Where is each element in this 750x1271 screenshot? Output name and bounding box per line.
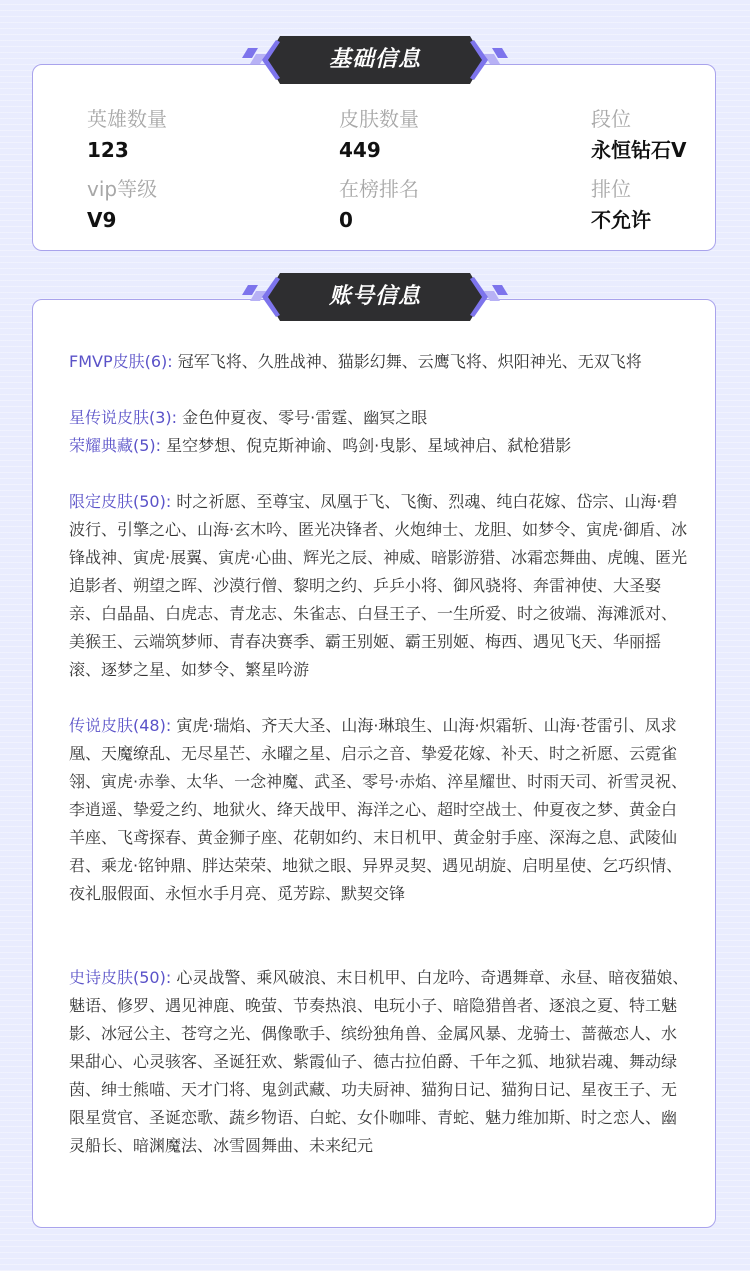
skin-group-list: 金色仲夏夜、零号·雷霆、幽冥之眼 bbox=[182, 408, 428, 427]
skin-group-glory-collection bbox=[69, 432, 689, 460]
section-banner-account bbox=[0, 273, 750, 325]
skin-group-label: 传说皮肤(48): bbox=[69, 716, 172, 735]
stat-label: 英雄数量 bbox=[87, 107, 167, 131]
stat-value: 不允许 bbox=[591, 208, 651, 232]
section-title: 账号信息 bbox=[328, 284, 421, 309]
skin-group-list: 心灵战警、乘风破浪、末日机甲、白龙吟、奇遇舞章、永昼、暗夜猫娘、魅语、修罗、遇见神鹿、晚萤、节奏热浪、电玩小子、暗隐猎兽者、逐浪之夏、特工魅影、冰冠公主、苍穹之光、偶像歌手、缤纷独角兽、金属风暴、龙骑士、蔷薇恋人、水果甜心、心灵骇客、圣诞狂欢、紫霞仙子、德古拉伯爵、千年之狐、地狱岩魂、舞动绿茵、绅士熊喵、天才门将、鬼剑武藏、功夫厨神、猫狗日记、猫狗日记、星夜王子、无限星赏官、圣诞恋歌、蔬乡物语、白蛇、女仆咖啡、青蛇、魅力维加斯、时之恋人、幽灵船长、暗渊魔法、冰雪圆舞曲、未来纪元 bbox=[69, 968, 689, 1155]
skin-group-epic bbox=[69, 964, 689, 1160]
stat-label: 皮肤数量 bbox=[339, 107, 419, 131]
section-banner-basic bbox=[0, 36, 750, 88]
stat-label: 在榜排名 bbox=[339, 177, 419, 201]
stat-label: 排位 bbox=[591, 177, 631, 201]
skin-group-legend bbox=[69, 712, 689, 908]
stat-value: 449 bbox=[339, 138, 381, 162]
skin-group-list: 寅虎·瑞焰、齐天大圣、山海·琳琅生、山海·炽霜斩、山海·苍雷引、凤求凰、天魔缭乱、无尽星芒、永曜之星、启示之音、挚爱花嫁、补天、时之祈愿、云霓雀翎、寅虎·赤拳、太华、一念神魔、武圣、零号·赤焰、淬星耀世、时雨天司、祈雪灵祝、李逍遥、挚爱之约、地狱火、绛天战甲、海洋之心、超时空战士、仲夏夜之梦、黄金白羊座、飞鸢探春、黄金狮子座、花朝如约、末日机甲、黄金射手座、深海之息、武陵仙君、乘龙·铭钟鼎、胖达荣荣、地狱之眼、异界灵契、遇见胡旋、启明星使、乞巧织情、夜礼服假面、永恒水手月亮、觅芳踪、默契交锋 bbox=[69, 716, 688, 903]
section-title: 基础信息 bbox=[328, 47, 421, 72]
basic-info-card bbox=[32, 64, 716, 251]
stat-skin-count bbox=[339, 105, 419, 164]
stat-label: vip等级 bbox=[87, 177, 158, 201]
stat-ranked-allowed bbox=[591, 175, 651, 234]
skin-group-label: FMVP皮肤(6): bbox=[69, 352, 173, 371]
stat-value: 123 bbox=[87, 138, 129, 162]
account-info-card bbox=[32, 299, 716, 1228]
stat-vip-level bbox=[87, 175, 157, 234]
stat-rank-tier bbox=[591, 105, 686, 164]
skin-group-label: 限定皮肤(50): bbox=[69, 492, 172, 511]
skin-group-list: 冠军飞将、久胜战神、猫影幻舞、云鹰飞将、炽阳神光、无双飞将 bbox=[177, 352, 642, 371]
stat-label: 段位 bbox=[591, 107, 631, 131]
skin-group-star-legend bbox=[69, 404, 689, 432]
skin-group-label: 史诗皮肤(50): bbox=[69, 968, 172, 987]
skin-group-limited bbox=[69, 488, 689, 684]
skin-group-list: 时之祈愿、至尊宝、凤凰于飞、飞衡、烈魂、纯白花嫁、岱宗、山海·碧波行、引擎之心、山海·玄木吟、匿光决锋者、火炮绅士、龙胆、如梦令、寅虎·御盾、冰锋战神、寅虎·展翼、寅虎·心曲、辉光之辰、神威、暗影游猎、冰霜恋舞曲、虎魄、匿光追影者、朔望之晖、沙漠行僧、黎明之约、乒乒小将、御风骁将、奔雷神使、大圣娶亲、白晶晶、白虎志、青龙志、朱雀志、白昼王子、一生所爱、时之彼端、海滩派对、美猴王、云端筑梦师、青春决赛季、霸王别姬、霸王别姬、梅西、遇见飞天、华丽摇滚、逐梦之星、如梦令、繁星吟游 bbox=[69, 492, 688, 679]
stat-hero-count bbox=[87, 105, 167, 164]
stat-leaderboard-rank bbox=[339, 175, 419, 234]
stat-value: V9 bbox=[87, 208, 117, 232]
skin-group-label: 星传说皮肤(3): bbox=[69, 408, 178, 427]
skin-group-label: 荣耀典藏(5): bbox=[69, 436, 162, 455]
stat-value: 0 bbox=[339, 208, 353, 232]
skin-group-list: 星空梦想、倪克斯神谕、鸣剑·曳影、星域神启、弑枪猎影 bbox=[166, 436, 572, 455]
skin-group-fmvp bbox=[69, 348, 689, 376]
stat-value: 永恒钻石V bbox=[591, 138, 687, 162]
